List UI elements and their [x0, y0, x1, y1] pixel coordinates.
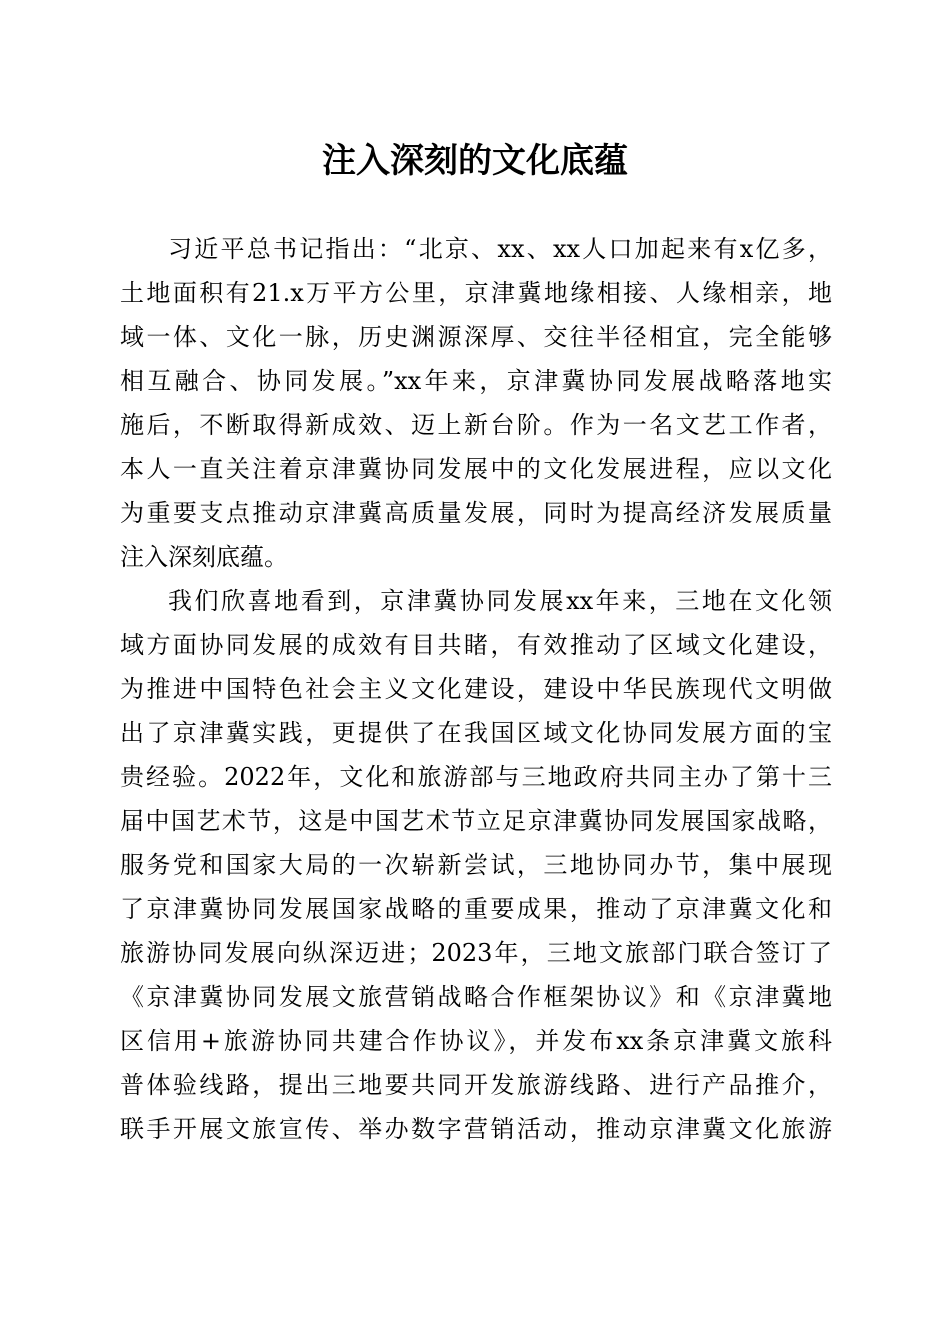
- document-body: [120, 227, 832, 1151]
- text-line: 习近平总书记指出：“北京、xx、xx人口加起来有x亿多，: [168, 235, 832, 263]
- paragraph-2: [120, 579, 832, 1151]
- text-line: 相互融合、协同发展。”xx年来，京津冀协同发展战略落地实: [120, 367, 832, 395]
- text-line: 施后，不断取得新成效、迈上新台阶。作为一名文艺工作者，: [120, 411, 832, 439]
- text-line: 我们欣喜地看到，京津冀协同发展xx年来，三地在文化领: [168, 587, 832, 615]
- text-line: 《京津冀协同发展文旅营销战略合作框架协议》和《京津冀地: [120, 983, 832, 1011]
- text-line: 届中国艺术节，这是中国艺术节立足京津冀协同发展国家战略，: [120, 807, 832, 835]
- document-title: 注入深刻的文化底蕴: [322, 141, 628, 181]
- text-line: 贵经验。2022年，文化和旅游部与三地政府共同主办了第十三: [120, 763, 832, 791]
- text-line: 域一体、文化一脉，历史渊源深厚、交往半径相宜，完全能够: [120, 323, 832, 351]
- text-line: 土地面积有21.x万平方公里，京津冀地缘相接、人缘相亲，地: [120, 279, 832, 307]
- text-line: 域方面协同发展的成效有目共睹，有效推动了区域文化建设，: [120, 631, 832, 659]
- text-line: 服务党和国家大局的一次崭新尝试，三地协同办节，集中展现: [120, 851, 832, 879]
- text-line: 出了京津冀实践，更提供了在我国区域文化协同发展方面的宝: [120, 719, 832, 747]
- paragraph-1: [120, 227, 832, 579]
- text-line: 了京津冀协同发展国家战略的重要成果，推动了京津冀文化和: [120, 895, 832, 923]
- text-line: 普体验线路，提出三地要共同开发旅游线路、进行产品推介，: [120, 1071, 832, 1099]
- text-line: 旅游协同发展向纵深迈进；2023年，三地文旅部门联合签订了: [120, 939, 832, 967]
- text-line: 本人一直关注着京津冀协同发展中的文化发展进程，应以文化: [120, 455, 832, 483]
- text-line: 区信用+旅游协同共建合作协议》，并发布xx条京津冀文旅科: [120, 1027, 832, 1055]
- text-line: 联手开展文旅宣传、举办数字营销活动，推动京津冀文化旅游: [120, 1115, 832, 1143]
- text-line: 为推进中国特色社会主义文化建设，建设中华民族现代文明做: [120, 675, 832, 703]
- text-line: 注入深刻底蕴。: [120, 543, 288, 571]
- text-line: 为重要支点推动京津冀高质量发展，同时为提高经济发展质量: [120, 499, 832, 527]
